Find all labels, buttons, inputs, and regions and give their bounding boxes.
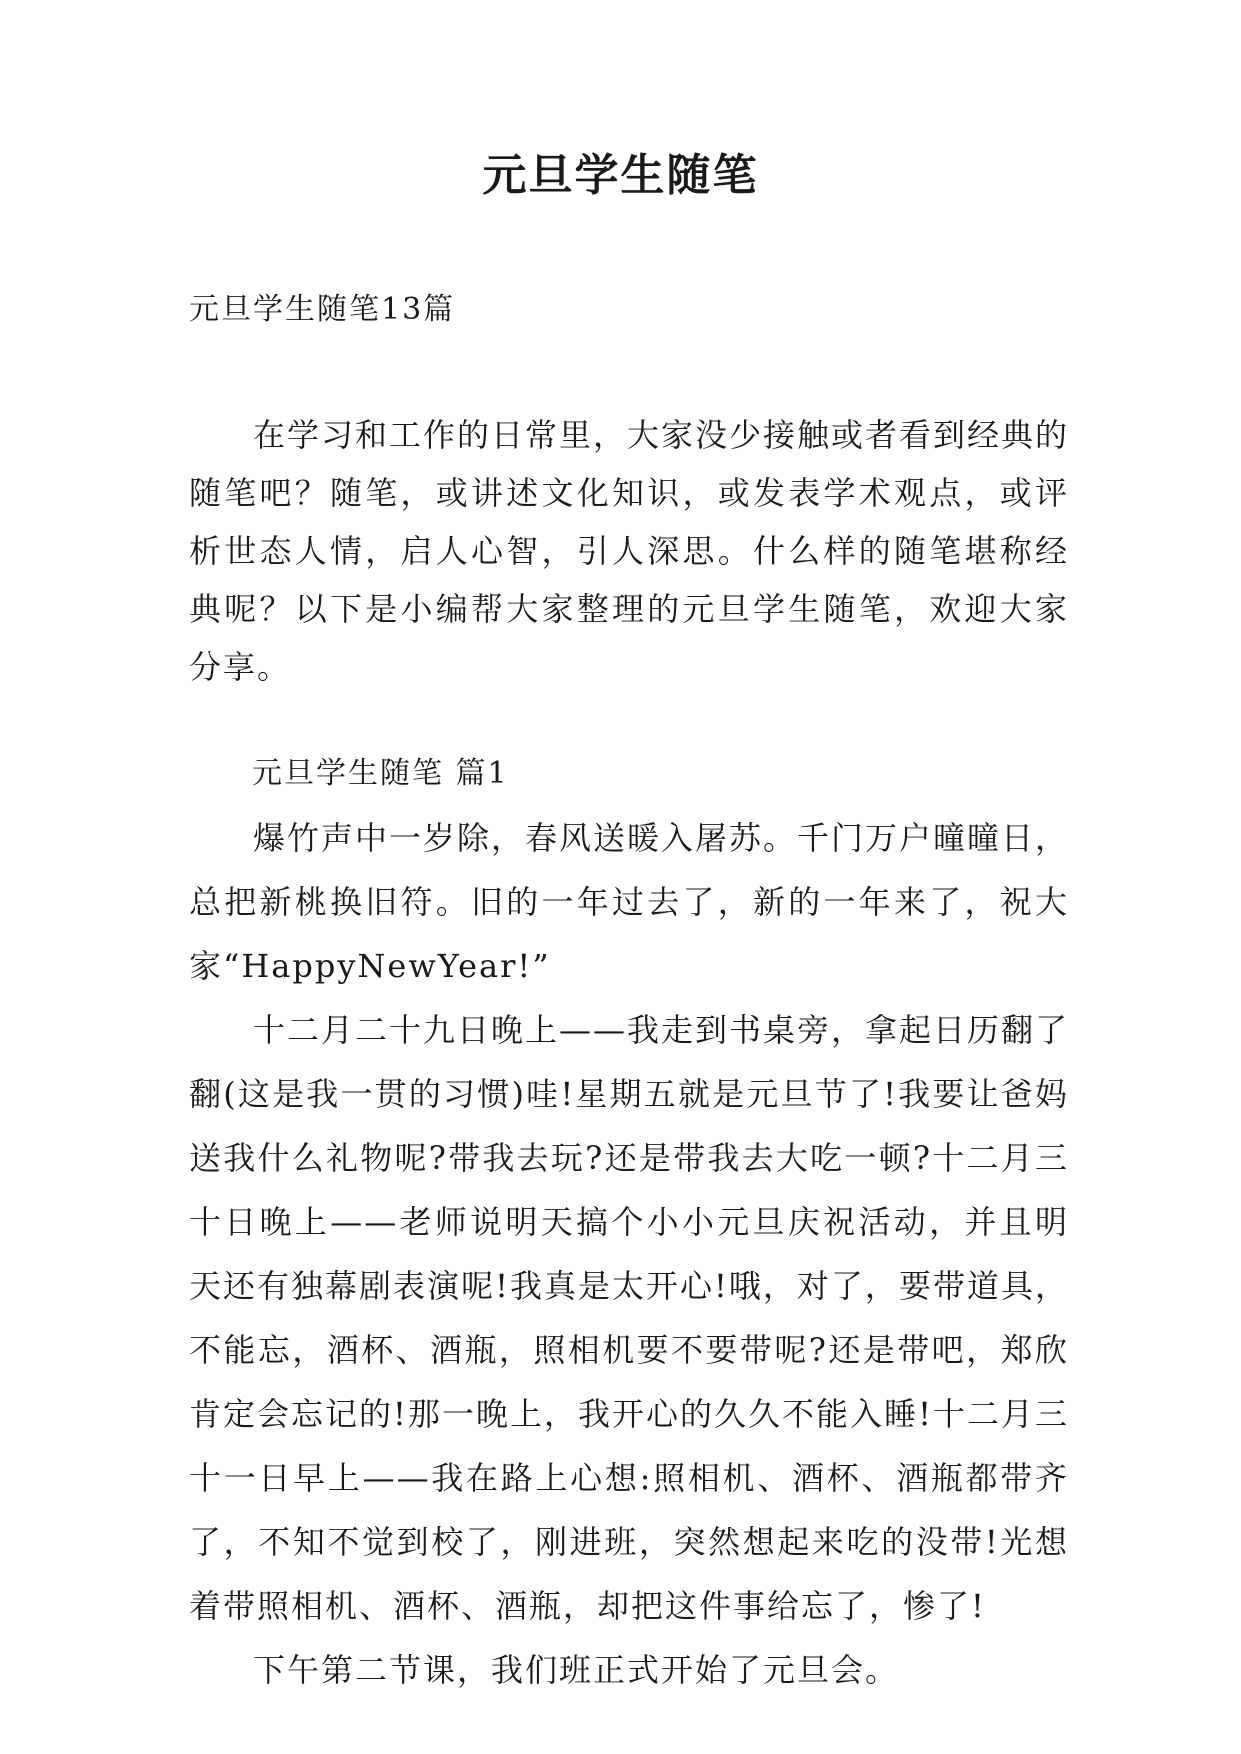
document-subtitle: 元旦学生随笔13篇: [189, 292, 456, 327]
intro-paragraph: 在学习和工作的日常里，大家没少接触或者看到经典的随笔吧？随笔，或讲述文化知识，或发表学术观点，或评析世态人情，启人心智，引人深思。什么样的随笔堪称经典呢？以下是小编帮大家整理的元旦学生随笔，欢迎大家分享。: [189, 416, 1070, 686]
body-paragraph: 十二月二十九日晚上——我走到书桌旁，拿起日历翻了翻(这是我一贯的习惯)哇!星期五就是元旦节了!我要让爸妈送我什么礼物呢?带我去玩?还是带我去大吃一顿?十二月三十日晚上——老师说明天搞个小小元旦庆祝活动，并且明天还有独幕剧表演呢!我真是太开心!哦，对了，要带道具，不能忘，酒杯、酒瓶，照相机要不要带呢?还是带吧，郑欣肯定会忘记的!那一晚上，我开心的久久不能入睡!十二月三十一日早上——我在路上心想:照相机、酒杯、酒瓶都带齐了，不知不觉到校了，刚进班，突然想起来吃的没带!光想着带照相机、酒杯、酒瓶，却把这件事给忘了，惨了!: [189, 1011, 1070, 1625]
document-title: 元旦学生随笔: [482, 150, 759, 201]
section-heading: 元旦学生随笔 篇1: [252, 756, 509, 791]
document-body: [189, 406, 1069, 1702]
body-paragraph: 下午第二节课，我们班正式开始了元旦会。: [253, 1651, 900, 1689]
body-paragraph: 爆竹声中一岁除，春风送暖入屠苏。千门万户曈曈日，总把新桃换旧符。旧的一年过去了，新的一年来了，祝大家“HappyNewYear!”: [189, 819, 1070, 985]
